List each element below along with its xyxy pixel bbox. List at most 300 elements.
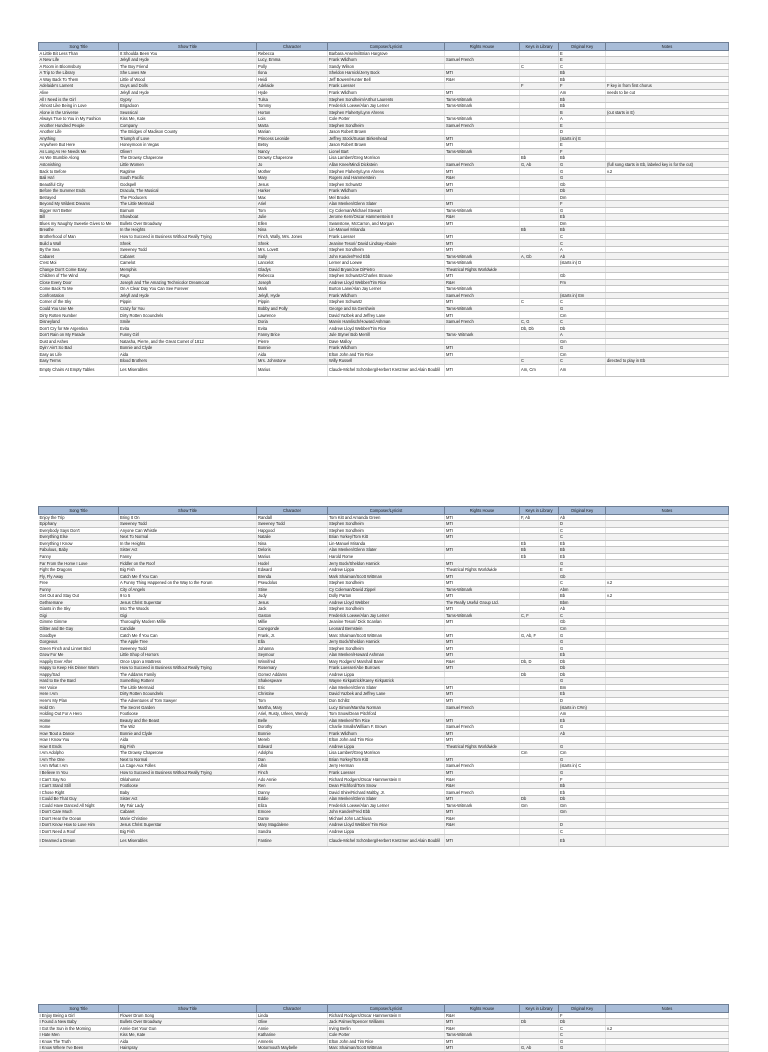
header-row bbox=[39, 507, 729, 515]
character-cell: Seymour bbox=[257, 651, 328, 658]
keys-in-library-cell: F bbox=[520, 83, 559, 90]
character-cell: Heidi bbox=[257, 76, 328, 83]
rights-house-cell: MTI bbox=[445, 299, 520, 306]
composer-lyricist-cell: Frederick Loewe/Alan Jay Lerner bbox=[328, 102, 445, 109]
original-key-cell: Cm bbox=[559, 625, 606, 632]
song-title-cell: Anything bbox=[39, 135, 119, 142]
song-title-cell: Close Every Door bbox=[39, 279, 119, 286]
character-cell: Pierre bbox=[257, 338, 328, 345]
song-title-cell: How 'Bout a Dance bbox=[39, 730, 119, 737]
character-cell: Julie bbox=[257, 214, 328, 221]
composer-lyricist-cell: Jerry Herman bbox=[328, 763, 445, 770]
song-title-cell: Enjoy the Trip bbox=[39, 514, 119, 521]
rights-house-cell: MTI bbox=[445, 514, 520, 521]
song-table-page-1 bbox=[38, 42, 728, 377]
song-title-cell: Always True to You in My Fashion bbox=[39, 115, 119, 122]
original-key-cell: C bbox=[559, 527, 606, 534]
composer-lyricist-cell: Lerner and Loewe bbox=[328, 260, 445, 267]
composer-lyricist-cell: Mark Shaiman/Scott Wittman bbox=[328, 573, 445, 580]
character-cell: Doria bbox=[257, 318, 328, 325]
original-key-cell: Cm bbox=[559, 312, 606, 319]
rights-house-cell: Tams-Witmark bbox=[445, 260, 520, 267]
character-cell: Nancy bbox=[257, 148, 328, 155]
composer-lyricist-cell: Allan Knee/Mindi Dickstein bbox=[328, 161, 445, 168]
composer-lyricist-cell: Cole Porter bbox=[328, 115, 445, 122]
song-title-cell: Far From the Home I Love bbox=[39, 560, 119, 567]
rights-house-cell: MTI bbox=[445, 187, 520, 194]
rights-house-cell: R&H bbox=[445, 1025, 520, 1032]
original-key-cell: C bbox=[559, 534, 606, 541]
keys-in-library-cell: C, F bbox=[520, 612, 559, 619]
show-title-cell: The Secret Garden bbox=[119, 704, 257, 711]
composer-lyricist-cell: Andrew Lloyd Webber bbox=[328, 599, 445, 606]
show-title-cell: Footloose bbox=[119, 782, 257, 789]
composer-lyricist-cell: Frederick Loewe/Alan Jay Lerner bbox=[328, 802, 445, 809]
rights-house-cell: Samuel French bbox=[445, 57, 520, 64]
show-title-header: Show Title bbox=[119, 43, 257, 51]
character-cell: Shakespeare bbox=[257, 678, 328, 685]
original-key-cell: C bbox=[559, 579, 606, 586]
song-title-cell: Fanny bbox=[39, 553, 119, 560]
song-title-cell: Grow For Me bbox=[39, 651, 119, 658]
show-title-cell: Candide bbox=[119, 625, 257, 632]
keys-in-library-cell: F, Ab bbox=[520, 514, 559, 521]
show-title-header: Show Title bbox=[119, 507, 257, 515]
character-cell: Hapgood bbox=[257, 527, 328, 534]
song-title-cell: I Know The Truth bbox=[39, 1038, 119, 1045]
keys-in-library-cell: Db bbox=[520, 796, 559, 803]
rights-house-cell: MTI bbox=[445, 737, 520, 744]
composer-lyricist-cell: Frank Loesser bbox=[328, 83, 445, 90]
keys-in-library-cell: C bbox=[520, 63, 559, 70]
rights-house-cell: Samuel French bbox=[445, 704, 520, 711]
rights-house-header: Rights House bbox=[445, 1005, 520, 1013]
original-key-cell: Eb bbox=[559, 553, 606, 560]
composer-lyricist-cell: Alan Menken/Glenn Slater bbox=[328, 547, 445, 554]
rights-house-cell: MTI bbox=[445, 697, 520, 704]
composer-lyricist-cell: Andrew Lloyd Webber/ Tim Rice bbox=[328, 822, 445, 829]
notes-cell bbox=[606, 835, 729, 847]
original-key-cell: Eb bbox=[559, 835, 606, 847]
character-cell: Jesus bbox=[257, 599, 328, 606]
rights-house-cell: MTI bbox=[445, 521, 520, 528]
show-title-cell: Once Upon a Mattress bbox=[119, 658, 257, 665]
song-title-cell: Bali Ha'i bbox=[39, 174, 119, 181]
composer-lyricist-cell: Rogers and Hammerstein bbox=[328, 174, 445, 181]
composer-lyricist-cell: Stephen Sondheim bbox=[328, 527, 445, 534]
composer-lyricist-cell: Stephen Sondheim bbox=[328, 645, 445, 652]
original-key-cell: Db bbox=[559, 1019, 606, 1026]
show-title-cell: Next to Normal bbox=[119, 756, 257, 763]
original-key-cell: A bbox=[559, 115, 606, 122]
original-key-cell: (starts in) D bbox=[559, 260, 606, 267]
song-title-cell: Gorgeous bbox=[39, 638, 119, 645]
song-title-cell: I Dreamed a Dream bbox=[39, 835, 119, 847]
rights-house-cell: MTI bbox=[445, 142, 520, 149]
composer-lyricist-cell: Andrew Lloyd Webber/Tim Rice bbox=[328, 325, 445, 332]
original-key-cell: G bbox=[559, 632, 606, 639]
rights-house-cell: MTI bbox=[445, 201, 520, 208]
character-cell: Motormouth Maybelle bbox=[257, 1045, 328, 1052]
rights-house-cell: MTI bbox=[445, 579, 520, 586]
original-key-cell: G bbox=[559, 638, 606, 645]
original-key-cell: Ab bbox=[559, 253, 606, 260]
show-title-cell: Aida bbox=[119, 351, 257, 358]
rights-house-cell: MTI bbox=[445, 70, 520, 77]
song-title-header: Song Title bbox=[39, 43, 119, 51]
composer-lyricist-cell: Tom Kitt and Amanda Green bbox=[328, 514, 445, 521]
rights-house-cell: Tams-Witmark bbox=[445, 148, 520, 155]
show-title-cell: Funny Girl bbox=[119, 332, 257, 339]
composer-lyricist-cell: Elton John and Tim Rice bbox=[328, 351, 445, 358]
table-row bbox=[39, 1045, 729, 1052]
composer-lyricist-cell: Dave Malloy bbox=[328, 338, 445, 345]
original-key-cell: Dm bbox=[559, 220, 606, 227]
original-key-cell: Gm bbox=[559, 338, 606, 345]
original-key-header: Original Key bbox=[559, 1005, 606, 1013]
song-title-cell: Gethsemane bbox=[39, 599, 119, 606]
song-title-cell: Empty Chairs At Empty Tables bbox=[39, 364, 119, 376]
table-row bbox=[39, 364, 729, 376]
song-title-cell: I Chose Right bbox=[39, 789, 119, 796]
character-cell: Harker bbox=[257, 187, 328, 194]
rights-house-cell: R&H bbox=[445, 174, 520, 181]
keys-in-library-cell: Eb bbox=[520, 540, 559, 547]
song-title-cell: Giants in the Sky bbox=[39, 606, 119, 613]
keys-in-library-cell: C, G bbox=[520, 318, 559, 325]
character-cell: Albin bbox=[257, 763, 328, 770]
composer-lyricist-cell: Stephen Schwartz bbox=[328, 299, 445, 306]
song-title-cell: Easy Terms bbox=[39, 358, 119, 365]
composer-lyricist-cell: Jeanine Tesori/ Dick Scanlan bbox=[328, 619, 445, 626]
rights-house-cell: Samuel French bbox=[445, 318, 520, 325]
original-key-cell: E bbox=[559, 122, 606, 129]
song-title-cell: As We Stumble Along bbox=[39, 155, 119, 162]
character-cell: Tom bbox=[257, 207, 328, 214]
show-title-cell: Catch Me If You Can bbox=[119, 632, 257, 639]
original-key-cell: (starts in) Em bbox=[559, 292, 606, 299]
keys-in-library-cell: Bb bbox=[520, 227, 559, 234]
composer-lyricist-cell: Barbara Anselmi/Brian Hargrove bbox=[328, 50, 445, 57]
rights-house-cell: R&H bbox=[445, 658, 520, 665]
character-cell: Mereb bbox=[257, 737, 328, 744]
composer-lyricist-cell: Stephen Flaherty/Lynn Ahrens bbox=[328, 168, 445, 175]
song-title-cell: Come Back To Me bbox=[39, 286, 119, 293]
song-title-cell: Fight the Dragons bbox=[39, 566, 119, 573]
original-key-cell: G bbox=[559, 1045, 606, 1052]
show-title-cell: Camelot bbox=[119, 260, 257, 267]
show-title-cell: Aida bbox=[119, 737, 257, 744]
rights-house-cell: MTI bbox=[445, 796, 520, 803]
show-title-cell: The Addams Family bbox=[119, 671, 257, 678]
rights-house-cell: Tams-Witmark bbox=[445, 586, 520, 593]
notes-cell: directed to play in Eb bbox=[606, 358, 729, 365]
composer-lyricist-cell: Dolly Parton bbox=[328, 593, 445, 600]
show-title-cell: Dirty Rotten Scoundrels bbox=[119, 691, 257, 698]
composer-lyricist-cell: Andrew Lloyd Webber/Tim Rice bbox=[328, 279, 445, 286]
show-title-cell: Brigadoon bbox=[119, 102, 257, 109]
rights-house-cell: R&H bbox=[445, 214, 520, 221]
original-key-cell: Bm bbox=[559, 684, 606, 691]
character-cell: Aida bbox=[257, 351, 328, 358]
song-title-cell: Home bbox=[39, 724, 119, 731]
song-title-cell: Another Hundred People bbox=[39, 122, 119, 129]
original-key-cell: E bbox=[559, 142, 606, 149]
character-cell: Gaston bbox=[257, 612, 328, 619]
original-key-cell: C bbox=[559, 233, 606, 240]
song-title-cell: I Can't Stand Still bbox=[39, 782, 119, 789]
rights-house-cell: Tams-Witmark bbox=[445, 102, 520, 109]
composer-lyricist-cell: Stephen Sondheim/Arthur Laurents bbox=[328, 96, 445, 103]
character-header: Character bbox=[257, 43, 328, 51]
rights-house-cell: R&H bbox=[445, 782, 520, 789]
rights-house-cell: MTI bbox=[445, 560, 520, 567]
composer-lyricist-cell: Wayne Kirkpatrick/Karey Kirkpatrick bbox=[328, 678, 445, 685]
rights-house-cell: Samuel French bbox=[445, 122, 520, 129]
rights-house-cell: MTI bbox=[445, 691, 520, 698]
keys-in-library-header: Keys in Library bbox=[520, 43, 559, 51]
rights-house-cell: MTI bbox=[445, 181, 520, 188]
original-key-cell: (starts in C#m) bbox=[559, 704, 606, 711]
song-title-cell: I Don't Care Much bbox=[39, 809, 119, 816]
composer-lyricist-cell: Jerry Bock/Sheldon Harnick bbox=[328, 560, 445, 567]
song-title-cell: I Believe In You bbox=[39, 769, 119, 776]
song-title-cell: A Room in Bloomsbury bbox=[39, 63, 119, 70]
song-title-cell: Glitter and Be Gay bbox=[39, 625, 119, 632]
original-key-cell: Db bbox=[559, 671, 606, 678]
character-cell: Marius bbox=[257, 553, 328, 560]
show-title-cell: Sister Act bbox=[119, 547, 257, 554]
original-key-cell: Abm bbox=[559, 586, 606, 593]
show-title-cell: Natasha, Pierre, and the Great Comet of 1812 bbox=[119, 338, 257, 345]
rights-house-cell: MTI bbox=[445, 534, 520, 541]
song-title-cell: Happily Ever After bbox=[39, 658, 119, 665]
song-title-cell: I Am What I Am bbox=[39, 763, 119, 770]
character-cell: Sweeney Todd bbox=[257, 521, 328, 528]
character-cell: Rosemary bbox=[257, 665, 328, 672]
show-title-cell: Godspell bbox=[119, 181, 257, 188]
composer-lyricist-cell: Stephen Sondheim bbox=[328, 579, 445, 586]
composer-lyricist-cell: Elton John and Tim Rice bbox=[328, 737, 445, 744]
composer-lyricist-cell: Frank Wildhorn bbox=[328, 345, 445, 352]
character-cell: Dante bbox=[257, 815, 328, 822]
song-title-cell: Anywhere But Here bbox=[39, 142, 119, 149]
original-key-cell: Ab bbox=[559, 730, 606, 737]
show-title-cell: Joseph and The Amazing Technicolor Dreamcoat bbox=[119, 279, 257, 286]
show-title-cell: The Drowsy Chaperone bbox=[119, 155, 257, 162]
song-title-cell: Fly, Fly Away bbox=[39, 573, 119, 580]
character-cell: Edward bbox=[257, 566, 328, 573]
composer-lyricist-cell: Frank Wildhorn bbox=[328, 187, 445, 194]
composer-lyricist-cell: Frank Loesser bbox=[328, 233, 445, 240]
show-title-cell: Big Fish bbox=[119, 828, 257, 835]
show-title-cell: Jesus Christ Superstar bbox=[119, 599, 257, 606]
rights-house-cell: MTI bbox=[445, 769, 520, 776]
original-key-cell: Am bbox=[559, 364, 606, 376]
character-cell: Winnifred bbox=[257, 658, 328, 665]
composer-lyricist-cell: Burton Lane/Alan Jay Lerner bbox=[328, 286, 445, 293]
song-title-cell: I Am Adolpho bbox=[39, 750, 119, 757]
character-cell: Gomez Addams bbox=[257, 671, 328, 678]
character-cell: Bobby and Polly bbox=[257, 305, 328, 312]
character-cell: Brenda bbox=[257, 573, 328, 580]
rights-house-cell: MTI bbox=[445, 233, 520, 240]
original-key-cell: Eb bbox=[559, 717, 606, 724]
original-key-cell: Bb bbox=[559, 76, 606, 83]
character-cell: Ado Annie bbox=[257, 776, 328, 783]
rights-house-header: Rights House bbox=[445, 507, 520, 515]
composer-lyricist-cell: Marvin Hamlisch/Howard Ashman bbox=[328, 318, 445, 325]
rights-house-cell: Tams-Witmark bbox=[445, 612, 520, 619]
show-title-cell: Sweeney Todd bbox=[119, 645, 257, 652]
show-title-cell: Honeymoon in Vegas bbox=[119, 142, 257, 149]
original-key-cell: D bbox=[559, 129, 606, 136]
show-title-cell: My Fair Lady bbox=[119, 802, 257, 809]
show-title-cell: Into The Woods bbox=[119, 606, 257, 613]
rights-house-cell: MTI bbox=[445, 351, 520, 358]
notes-header: Notes bbox=[606, 43, 729, 51]
composer-lyricist-cell: Stephen Schwartz/Charles Strouse bbox=[328, 273, 445, 280]
composer-lyricist-cell: Dean Pitchford/Tom Snow bbox=[328, 782, 445, 789]
rights-house-cell: MTI bbox=[445, 619, 520, 626]
keys-in-library-cell: Bb bbox=[520, 155, 559, 162]
show-title-cell: Jekyll and Hyde bbox=[119, 292, 257, 299]
original-key-cell: G bbox=[559, 161, 606, 168]
show-title-cell: Baby bbox=[119, 789, 257, 796]
rights-house-cell: MTI bbox=[445, 1019, 520, 1026]
original-key-cell: Am bbox=[559, 89, 606, 96]
composer-lyricist-header: Composer/Lyricist bbox=[328, 43, 445, 51]
keys-in-library-cell: A, Gb bbox=[520, 253, 559, 260]
composer-lyricist-cell: Frank Wildhorn bbox=[328, 89, 445, 96]
composer-lyricist-cell: David Yazbek and Jeffrey Lane bbox=[328, 691, 445, 698]
character-cell: Ellen bbox=[257, 220, 328, 227]
composer-lyricist-cell: George and Ira Gershwin bbox=[328, 305, 445, 312]
composer-lyricist-cell: Mary Rodgers/ Marshall Barer bbox=[328, 658, 445, 665]
show-title-cell: Catch Me If You Can bbox=[119, 573, 257, 580]
original-key-cell: A bbox=[559, 332, 606, 339]
song-title-cell: Almost Like Being in Love bbox=[39, 102, 119, 109]
show-title-cell: A Funny Thing Happened on the Way to the Forum bbox=[119, 579, 257, 586]
notes-cell: (cut starts in E) bbox=[606, 109, 729, 116]
composer-lyricist-cell: Swanstone, McCarron, and Morgan bbox=[328, 220, 445, 227]
notes-cell bbox=[606, 1045, 729, 1052]
rights-house-cell: MTI bbox=[445, 168, 520, 175]
rights-house-cell: R&H bbox=[445, 76, 520, 83]
character-cell: Jack bbox=[257, 606, 328, 613]
character-cell: Lois bbox=[257, 115, 328, 122]
original-key-cell: C bbox=[559, 612, 606, 619]
original-key-cell: Bbm bbox=[559, 599, 606, 606]
original-key-cell: G bbox=[559, 756, 606, 763]
composer-lyricist-cell: Jeanine Tesori/ David Lindsay-Abaire bbox=[328, 240, 445, 247]
song-title-cell: Another Life bbox=[39, 129, 119, 136]
show-title-cell: Gypsy bbox=[119, 96, 257, 103]
show-title-cell: Footloose bbox=[119, 710, 257, 717]
composer-lyricist-cell: Jeffrey Stock/Susan Birkenhead bbox=[328, 135, 445, 142]
song-title-cell: C'est Moi bbox=[39, 260, 119, 267]
composer-lyricist-cell: Frank Loesser/Abe Burrows bbox=[328, 665, 445, 672]
composer-lyricist-cell: Frank Wildhorn bbox=[328, 730, 445, 737]
keys-in-library-cell: Bb bbox=[520, 547, 559, 554]
composer-lyricist-cell: Jeff Bowen/Hunter Bell bbox=[328, 76, 445, 83]
show-title-cell: Cabaret bbox=[119, 253, 257, 260]
original-key-cell: C bbox=[559, 1032, 606, 1039]
original-key-cell: C bbox=[559, 240, 606, 247]
keys-in-library-cell bbox=[520, 835, 559, 847]
character-cell: Evita bbox=[257, 325, 328, 332]
song-title-cell: Home bbox=[39, 717, 119, 724]
original-key-cell: Bb bbox=[559, 227, 606, 234]
composer-lyricist-cell: Frederick Loewe/Alan Jay Lerner bbox=[328, 612, 445, 619]
original-key-cell: G bbox=[559, 305, 606, 312]
character-cell: Adelaide bbox=[257, 83, 328, 90]
character-cell: Ariel, Rusty, Urleen, Wendy bbox=[257, 710, 328, 717]
song-title-cell: Dyin' Ain't So Bad bbox=[39, 345, 119, 352]
notes-cell bbox=[606, 364, 729, 376]
song-title-cell: By the Sea bbox=[39, 246, 119, 253]
keys-in-library-cell: Db, Db bbox=[520, 325, 559, 332]
original-key-cell: Eb bbox=[559, 691, 606, 698]
original-key-cell: G bbox=[559, 743, 606, 750]
rights-house-cell: Theatrical Rights Worldwide bbox=[445, 566, 520, 573]
character-cell: Sally bbox=[257, 253, 328, 260]
original-key-cell: D bbox=[559, 697, 606, 704]
rights-house-cell: Samuel French bbox=[445, 292, 520, 299]
show-title-cell: Little Women bbox=[119, 161, 257, 168]
show-title-cell: 9 to 5 bbox=[119, 593, 257, 600]
show-title-cell: Rags bbox=[119, 273, 257, 280]
composer-lyricist-cell: Willy Russell bbox=[328, 358, 445, 365]
character-cell: Sandra bbox=[257, 828, 328, 835]
original-key-cell: G bbox=[559, 645, 606, 652]
original-key-cell: G bbox=[559, 724, 606, 731]
original-key-cell: Gb bbox=[559, 573, 606, 580]
show-title-cell: Little of Wood bbox=[119, 76, 257, 83]
show-title-cell: Jekyll and Hyde bbox=[119, 57, 257, 64]
show-title-cell: City of Angels bbox=[119, 586, 257, 593]
character-cell: Mrs. Johnstone bbox=[257, 358, 328, 365]
character-cell: Marius bbox=[257, 364, 328, 376]
song-title-cell: Epiphany bbox=[39, 521, 119, 528]
song-title-cell: Hold On bbox=[39, 704, 119, 711]
character-cell: Dan bbox=[257, 756, 328, 763]
original-key-cell: (starts in) C bbox=[559, 763, 606, 770]
original-key-cell: Gm bbox=[559, 802, 606, 809]
character-cell: Randall bbox=[257, 514, 328, 521]
keys-in-library-cell: G, Ab bbox=[520, 161, 559, 168]
character-cell: Finch, Wally, Mrs. Jones bbox=[257, 233, 328, 240]
song-title-cell: A Way Back To Them bbox=[39, 76, 119, 83]
rights-house-cell: MTI bbox=[445, 527, 520, 534]
original-key-cell: Bb bbox=[559, 102, 606, 109]
table-row bbox=[39, 835, 729, 847]
song-title-cell: Don't Rain on My Parade bbox=[39, 332, 119, 339]
show-title-cell: Dirty Rotten Scoundrels bbox=[119, 312, 257, 319]
rights-house-cell: MTI bbox=[445, 684, 520, 691]
song-title-cell: Confrontation bbox=[39, 292, 119, 299]
rights-house-cell: MTI bbox=[445, 717, 520, 724]
song-title-cell: Build a Wall bbox=[39, 240, 119, 247]
show-title-cell: Fanny bbox=[119, 553, 257, 560]
rights-house-cell: Theatrical Rights Worldwide bbox=[445, 266, 520, 273]
composer-lyricist-cell: Irving Berlin bbox=[328, 1025, 445, 1032]
show-title-cell: South Pacific bbox=[119, 174, 257, 181]
show-title-header: Show Title bbox=[119, 1005, 257, 1013]
show-title-cell: Showboat bbox=[119, 214, 257, 221]
show-title-cell: Annie Get Your Gun bbox=[119, 1025, 257, 1032]
composer-lyricist-cell: Andrew Lippa bbox=[328, 671, 445, 678]
